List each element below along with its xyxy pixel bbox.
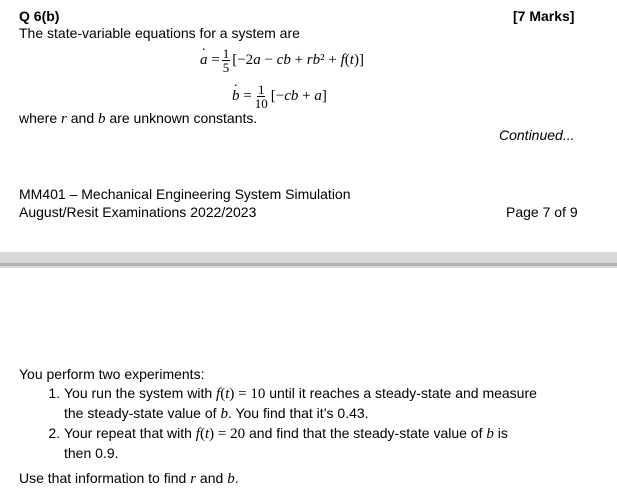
a-dot-symbol: a · (200, 52, 208, 69)
page-number: Page 7 of 9 (506, 204, 578, 220)
marks-label: [7 Marks] (513, 8, 575, 24)
continued-label: Continued... (499, 127, 575, 143)
closing-instruction: Use that information to find r and b. (19, 470, 239, 487)
b-dot-symbol: b · (232, 88, 240, 105)
question-number: Q 6(b) (19, 8, 60, 24)
list-item: 1. You run the system with f(t) = 10 until it reaches a steady-state and measure the steady-state value of b. You find that it’s 0.43. (64, 384, 602, 424)
fraction-one-tenth: $\frac{1}{10}$ (254, 81, 268, 111)
equation-a-dot: a · = $\frac{1}{5}$ [−2a − cb + rb² + f(t)] (200, 40, 364, 80)
fraction-one-fifth: $\frac{1}{5}$ (222, 45, 230, 75)
page-separator-line (0, 263, 617, 266)
exam-session: August/Resit Examinations 2022/2023 (19, 204, 257, 220)
question-intro: The state-variable equations for a system are (19, 25, 300, 41)
course-title: MM401 – Mechanical Engineering System Simulation (19, 186, 351, 202)
experiments-list (42, 384, 602, 463)
unknowns-note: where r and b are unknown constants. (19, 110, 258, 127)
equation-b-dot: b · = $\frac{1}{10}$ [−cb + a] (232, 76, 327, 116)
list-item: 2. Your repeat that with f(t) = 20 and find that the steady-state value of b is then 0.9. (64, 424, 602, 463)
experiments-intro: You perform two experiments: (19, 366, 205, 382)
